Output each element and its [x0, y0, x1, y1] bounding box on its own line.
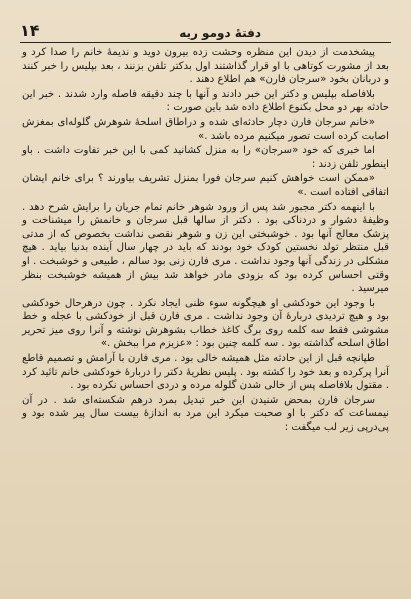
page-number: ۱۴	[20, 21, 40, 40]
paragraph: «ممکن است خواهش کنیم سرجان فورا بمنزل تشریف بیاورند ؟ برای خانم ایشان اتفاقی افتاده است .»	[22, 173, 389, 198]
paragraph: «خانم سرجان فارن دچار حادثه‌ای شده و دراطاق اسلحهٔ شوهرش گلوله‌ای بمغزش اصابت کرده است تصور میکنیم مرده باشد .»	[22, 116, 389, 142]
paragraph: با وجود این خودکشی او هیچگونه سوء ظنی ایجاد نکرد . چون درهرحال خودکشی بود و هیچ تردیدی دربارهٔ آن وجود نداشت . مری فارن قبل از خودکشی با عجله و خط مشوشی فقط سه کلمه روی برگ کاغذ خطاب بشوهرش نوشته و آنرا روی میز تحریر اطاق اسلحه گذاشته بود . سه کلمه چنین بود : «عزیزم مرا ببخش .»	[22, 297, 389, 350]
paragraph: اما خبری که خود «سرجان» را به منزل کشانید کمی با این خبر تفاوت داشت . باو اینطور تلفن زدند :	[22, 145, 389, 170]
paragraph: پیشخدمت از دیدن این منظره وحشت زده بیرون دوید و ندیمهٔ خانم را صدا کرد و بعد از مشورت کوتاهی با او قرار گذاشتند اول بدکتر تلفن بزنند ، بعد بپلیس را خبر کنند و دربانان بخود «سرجان فارن» هم اطلاع دهند .	[22, 47, 389, 86]
page-header	[20, 18, 391, 40]
header-divider	[20, 42, 391, 43]
body-text	[22, 46, 389, 591]
running-title: دفتهٔ دومو ریه	[179, 26, 261, 40]
paragraph: با اینهمه دکتر مجبور شد پس از ورود شوهر خانم تمام جریان را برایش شرح دهد . وظیفهٔ دشوار و دردناکی بود . دکتر از سالها قبل سرجان و خانمش را میشناخت و پزشک معالج آنها بود . خوشبختی این زن و شوهر نقصی نداشت بخصوص که از مدتی قبل منتظر تولد نخستین کودک خود بودند که باید در چهار سال آینده بدنیا بیاید . هیچ مشکلی در زندگی آنها وجود نداشت . مری فارن زنی بود سالم ، طبیعی و خوشبخت . او وقتی احساس کرده بود که بزودی مادر خواهد شد بیش از همیشه خوشبخت بنظر میرسید .	[22, 201, 389, 295]
paragraph: بلافاصله بپلیس و دکتر این خبر دادند و آنها با چند دقیقه فاصله وارد شدند . خبر این حادثه بهر دو محل بکنوع اطلاع داده شد باین صورت :	[22, 88, 389, 114]
paragraph: طپانچه قبل از این حادثه مثل همیشه خالی بود . مری فارن با آرامش و تصمیم قاطع آنرا پرکرده و بعد خود را کشته بود . پلیس نظریهٔ دکتر را دربارهٔ خودکشی خانم تائید کرد . مقتول بلافاصله پس از خالی شدن گلوله مرده و دردی احساس نکرده بود .	[22, 353, 389, 392]
paragraph: سرجان فارن بمحض شنیدن این خبر تبدیل بمرد درهم شکسته‌ای شد . در آن نیمساعت که دکتر با او صحبت میکرد این مرد به اندازهٔ بیست سال پیر شده بود و پی‌درپی زیر لب میگفت :	[22, 394, 389, 434]
